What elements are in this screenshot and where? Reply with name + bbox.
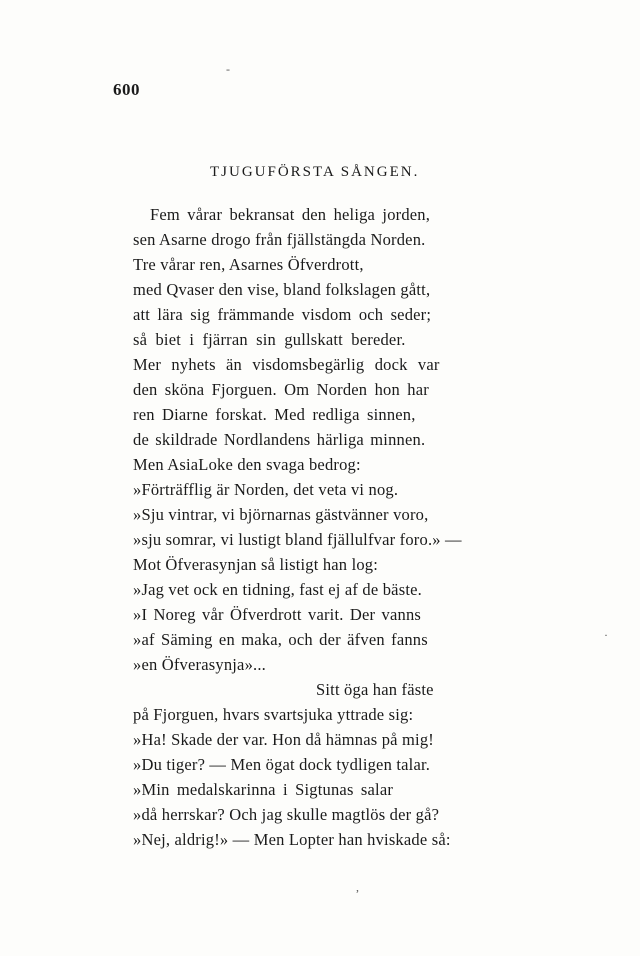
poem-line: »Förträfflig är Norden, det veta vi nog. [133, 480, 399, 499]
poem-line: »I Noreg vår Öfverdrott varit. Der vanns [133, 605, 422, 624]
poem-line: »af Säming en maka, och der äfven fanns [133, 630, 428, 649]
ink-speck: , [356, 880, 359, 894]
poem-line: Mot Öfverasynjan så listigt han log: [133, 555, 379, 574]
poem-line: »Jag vet ock en tidning, fast ej af de bäste. [133, 580, 422, 599]
poem-line: Sitt öga han fäste [316, 680, 434, 699]
poem-line: »Min medalskarinna i Sigtunas salar [133, 780, 394, 799]
poem-line: Tre vårar ren, Asarnes Öfverdrott, [133, 255, 364, 274]
poem-line: på Fjorguen, hvars svartsjuka yttrade sig: [133, 705, 414, 724]
poem-line: »då herrskar? Och jag skulle magtlös der gå? [133, 805, 440, 824]
poem-line: så biet i fjärran sin gullskatt bereder. [133, 330, 406, 349]
poem-line: Mer nyhets än visdomsbegärlig dock var [133, 355, 440, 374]
poem-line: att lära sig främmande visdom och seder; [133, 305, 432, 324]
poem-line: Fem vårar bekransat den heliga jorden, [150, 205, 431, 224]
poem-line: »Ha! Skade der var. Hon då hämnas på mig! [133, 730, 434, 749]
poem-line: »Sju vintrar, vi björnarnas gästvänner voro, [133, 505, 429, 524]
poem-line: ren Diarne forskat. Med redliga sinnen, [133, 405, 416, 424]
poem-line: »sju somrar, vi lustigt bland fjällulfvar foro.» — [133, 530, 462, 549]
poem-line: »en Öfverasynja»... [133, 655, 267, 674]
poem-line: de skildrade Nordlandens härliga minnen. [133, 430, 426, 449]
poem-line: den sköna Fjorguen. Om Norden hon har [133, 380, 429, 399]
poem-line: »Nej, aldrig!» — Men Lopter han hviskade så: [133, 830, 451, 849]
chapter-title: TJUGUFÖRSTA SÅNGEN. [210, 164, 420, 180]
poem-line: med Qvaser den vise, bland folkslagen gått, [133, 280, 431, 299]
poem-line: »Du tiger? — Men ögat dock tydligen talar. [133, 755, 431, 774]
page-number: 600 [113, 80, 140, 99]
ink-speck: · [604, 628, 608, 642]
poem-line: Men AsiaLoke den svaga bedrog: [133, 455, 361, 474]
ink-speck: - [226, 62, 230, 76]
poem-line: sen Asarne drogo från fjällstängda Norden. [133, 230, 426, 249]
